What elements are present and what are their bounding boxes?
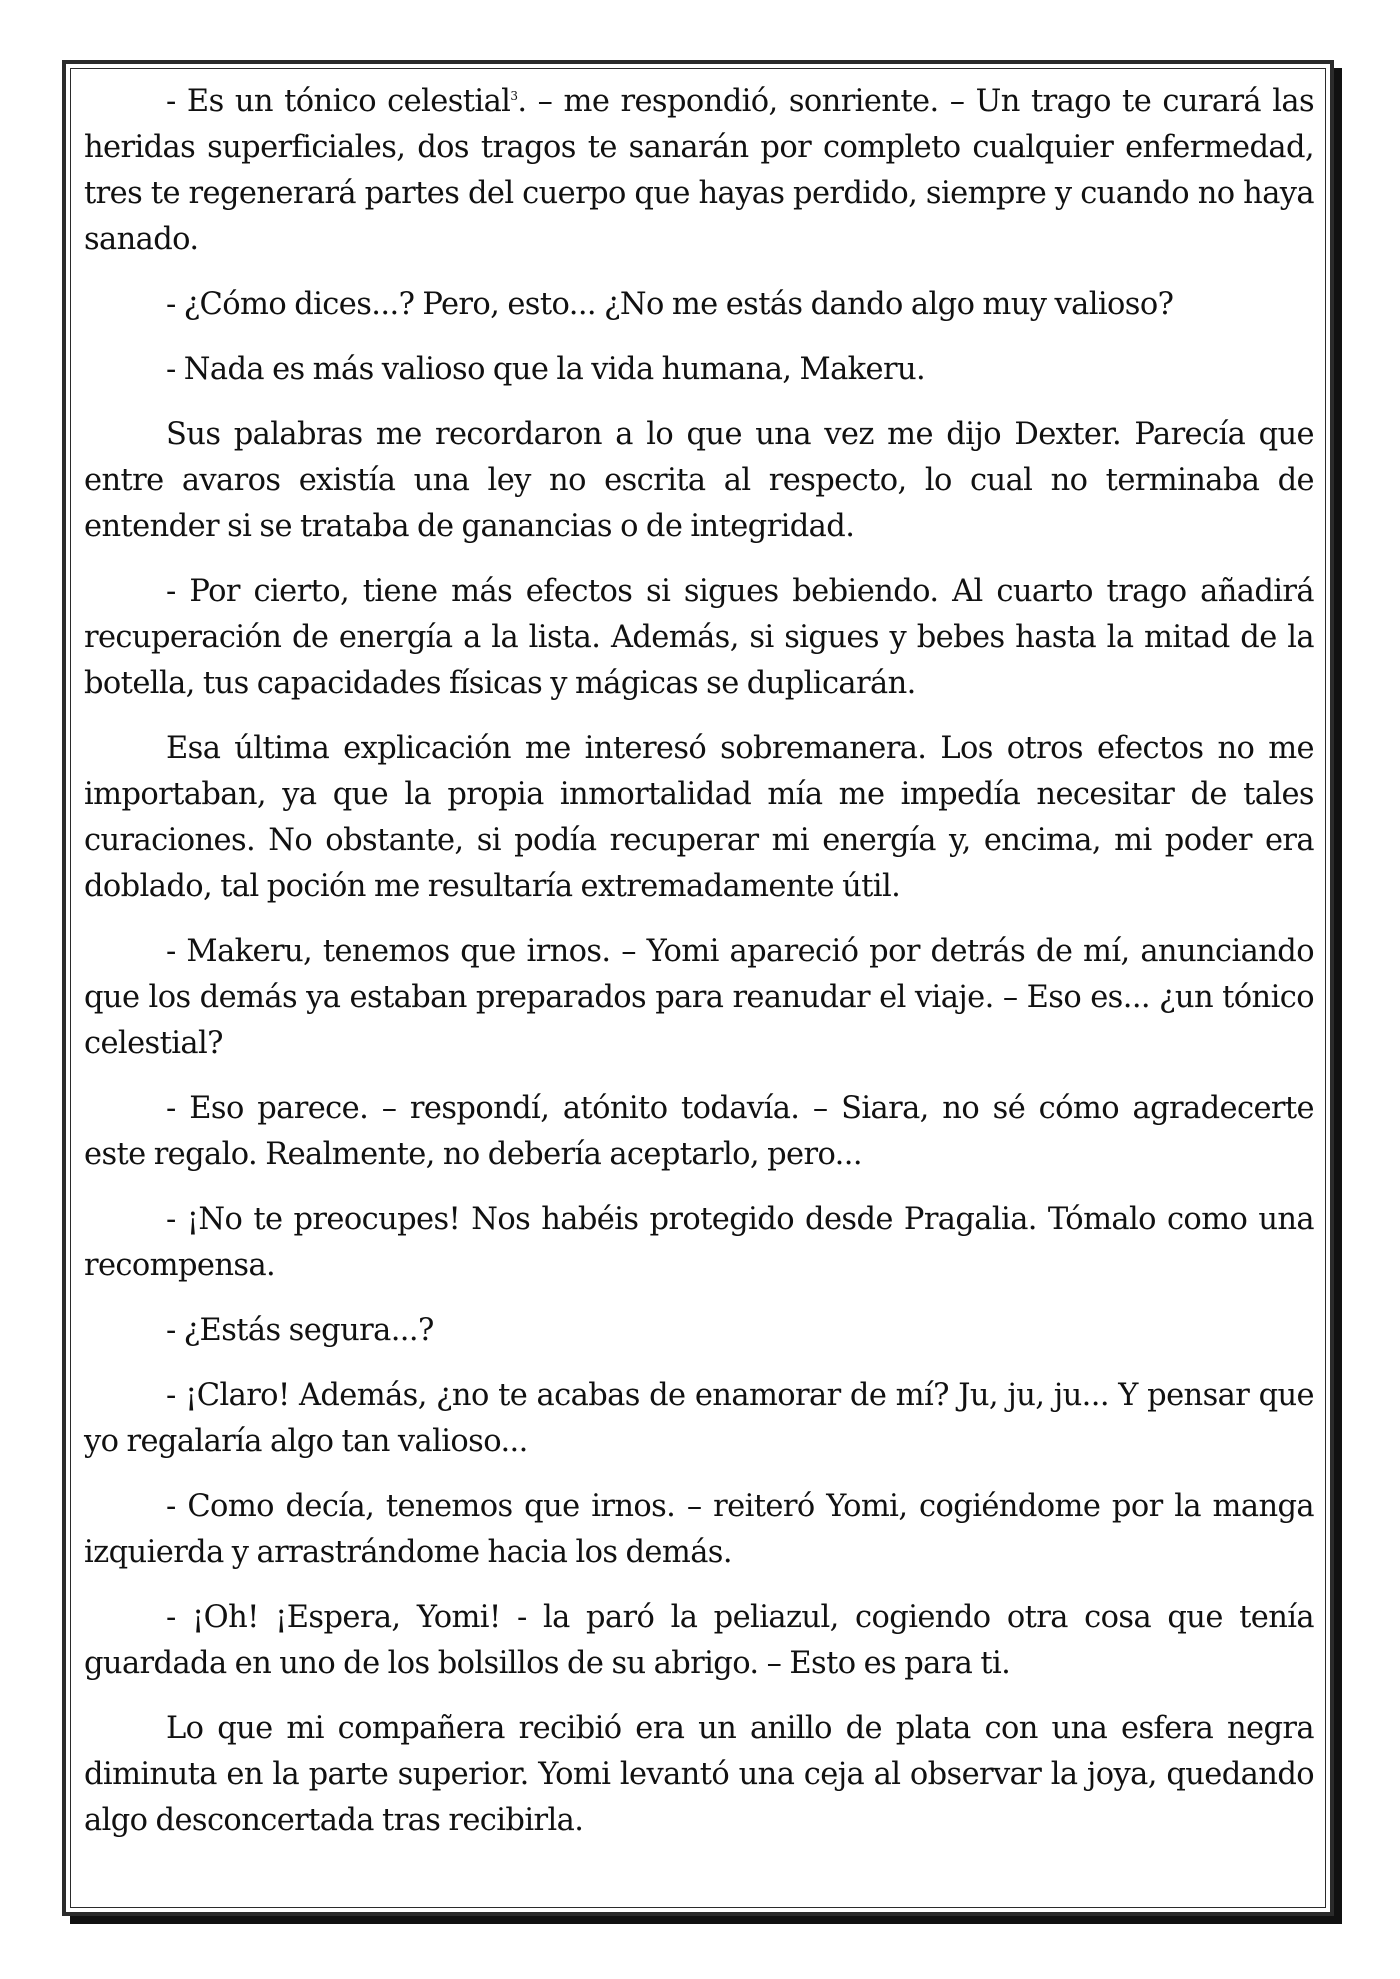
- paragraph-12: - Como decía, tenemos que irnos. – reiteró Yomi, cogiéndome por la manga izquierda y arrastrándome hacia los demás.: [84, 1489, 1314, 1570]
- paragraph-3: - Nada es más valioso que la vida humana, Makeru.: [166, 352, 926, 387]
- body-text: [84, 79, 1314, 1863]
- paragraph-13: - ¡Oh! ¡Espera, Yomi! - la paró la peliazul, cogiendo otra cosa que tenía guardada en uno de los bolsillos de su abrigo. – Esto es para ti.: [84, 1600, 1314, 1681]
- paragraph-4: Sus palabras me recordaron a lo que una vez me dijo Dexter. Parecía que entre avaros existía una ley no escrita al respecto, lo cual no terminaba de entender si se trataba de ganancias o de integridad.: [84, 417, 1314, 544]
- paragraph-7: - Makeru, tenemos que irnos. – Yomi apareció por detrás de mí, anunciando que los demás ya estaban preparados para reanudar el viaje. – Eso es... ¿un tónico celestial?: [84, 934, 1314, 1061]
- paragraph-8: - Eso parece. – respondí, atónito todavía. – Siara, no sé cómo agradecerte este regalo. Realmente, no debería aceptarlo, pero...: [84, 1091, 1314, 1172]
- paragraph-14: Lo que mi compañera recibió era un anillo de plata con una esfera negra diminuta en la parte superior. Yomi levantó una ceja al observar la joya, quedando algo desconcertada tras recibirla.: [84, 1711, 1314, 1838]
- paragraph-1-start: - Es un tónico celestial: [166, 84, 511, 119]
- paragraph-5: - Por cierto, tiene más efectos si sigues bebiendo. Al cuarto trago añadirá recuperación de energía a la lista. Además, si sigues y bebes hasta la mitad de la botella, tus capacidades físicas y mágicas se duplicarán.: [84, 574, 1314, 701]
- paragraph-11: - ¡Claro! Además, ¿no te acabas de enamorar de mí? Ju, ju, ju... Y pensar que yo regalaría algo tan valioso...: [84, 1378, 1314, 1459]
- paragraph-1-rest: . – me respondió, sonriente. – Un trago te curará las heridas superficiales, dos tragos te sanarán por completo cualquier enfermedad, tres te regenerará partes del cuerpo que hayas perdido, siempre y cuando no haya sanado.: [84, 84, 1315, 257]
- footnote-marker: 3: [510, 88, 518, 103]
- paragraph-1: [84, 79, 1314, 263]
- paragraph-2: - ¿Cómo dices...? Pero, esto... ¿No me estás dando algo muy valioso?: [166, 287, 1174, 322]
- paragraph-9: - ¡No te preocupes! Nos habéis protegido desde Pragalia. Tómalo como una recompensa.: [84, 1202, 1314, 1283]
- paragraph-10: - ¿Estás segura...?: [166, 1313, 434, 1348]
- paragraph-6: Esa última explicación me interesó sobremanera. Los otros efectos no me importaban, ya que la propia inmortalidad mía me impedía necesitar de tales curaciones. No obstante, si podía recuperar mi energía y, encima, mi poder era doblado, tal poción me resultaría extremadamente útil.: [84, 731, 1314, 904]
